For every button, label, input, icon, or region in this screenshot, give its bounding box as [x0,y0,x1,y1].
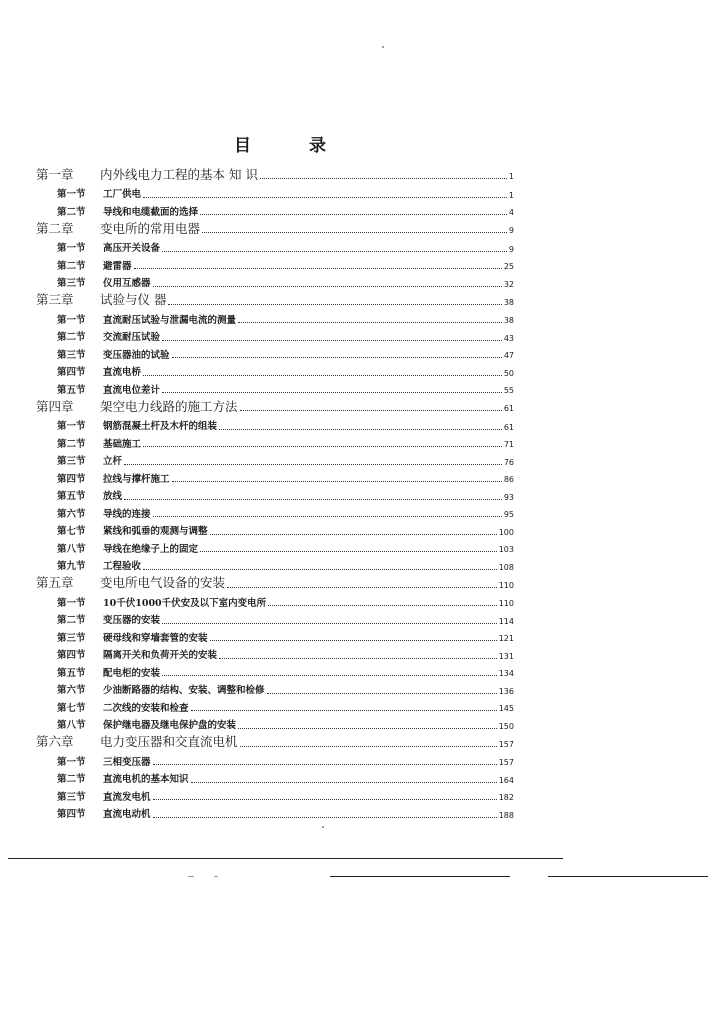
section-number: 第四节 [57,809,86,820]
scan-speck [188,876,194,877]
toc-section-row [36,538,514,555]
toc-section-row [36,361,514,378]
chapter-number: 第五章 [36,575,74,590]
section-title: 10千伏1000千伏安及以下室内变电所 [103,597,267,609]
section-page-number: 32 [503,279,514,289]
section-number: 第三节 [57,632,86,644]
dot-leader [172,480,502,482]
section-page-number: 100 [498,527,514,537]
toc-section-row [36,272,514,289]
dot-leader [143,568,497,570]
section-title: 二次线的安装和检查 [103,702,189,714]
section-number: 第一节 [57,314,86,326]
toc-chapter-row [36,573,514,590]
chapter-page-number: 61 [503,404,514,413]
chapter-title: 内外线电力工程的基本 知 识 [100,166,258,182]
toc-section-row [36,433,514,450]
chapter-page-number: 38 [503,297,514,307]
section-page-number: 95 [503,510,514,519]
section-page-number: 182 [498,793,514,802]
section-page-number: 145 [498,704,514,713]
toc-section-row [36,697,514,714]
section-page-number: 55 [503,386,514,395]
dot-leader [162,250,507,252]
dot-leader [210,639,497,641]
toc-section-row [36,344,514,361]
section-title: 基础施工 [103,438,142,450]
dot-leader [238,321,502,323]
section-title: 直流电位差计 [103,384,161,396]
section-number: 第一节 [57,756,86,768]
scan-line-right [548,876,708,877]
section-number: 第三节 [57,456,86,467]
toc-section-row [36,183,514,200]
section-page-number: 131 [498,651,514,661]
dot-leader [172,356,502,358]
section-title: 少油断路器的结构、安装、调整和检修 [103,685,265,696]
dot-leader [162,674,497,676]
dot-leader [219,428,502,430]
chapter-title: 电力变压器和交直流电机 [100,734,238,749]
section-page-number: 103 [498,545,514,554]
section-title: 紧线和弧垂的观测与调整 [103,526,208,537]
dot-leader [191,709,497,711]
dot-leader [153,285,502,287]
section-page-number: 121 [498,634,514,643]
section-title: 直流电桥 [103,367,142,378]
dot-leader [227,586,497,588]
toc-section-row [36,450,514,467]
chapter-number: 第六章 [36,734,74,749]
section-number: 第五节 [57,384,86,396]
section-page-number: 157 [498,758,514,767]
toc-section-row [36,662,514,679]
section-title: 导线和电缆截面的选择 [103,206,199,218]
section-number: 第二节 [57,206,86,218]
dot-leader [153,763,497,765]
section-number: 第三节 [57,278,86,289]
dot-leader [200,550,497,552]
toc-chapter-row [36,164,514,181]
dot-leader [162,391,502,393]
chapter-title: 变电所的常用电器 [100,220,201,236]
section-title: 直流耐压试验与泄漏电流的测量 [103,314,237,326]
section-title: 交流耐压试验 [103,332,161,343]
section-number: 第二节 [57,774,86,785]
toc-section-row [36,592,514,609]
toc-section-row [36,503,514,520]
scan-speck [382,46,384,48]
section-page-number: 188 [498,810,514,820]
section-title: 变压器的安装 [103,615,161,626]
section-title: 硬母线和穿墙套管的安装 [103,632,208,644]
section-title: 直流电动机 [103,809,151,820]
section-page-number: 47 [503,351,514,360]
section-page-number: 1 [508,190,514,200]
toc-section-row [36,714,514,731]
section-number: 第一节 [57,597,86,609]
toc-section-row [36,555,514,572]
toc-section-row [36,485,514,502]
toc-section-row [36,379,514,396]
dot-leader [162,622,497,624]
chapter-title: 架空电力线路的施工方法 [100,398,238,414]
dot-leader [168,303,501,305]
toc-section-row [36,415,514,432]
section-title: 放线 [103,491,123,502]
section-title: 三相变压器 [103,756,151,768]
section-title: 导线的连接 [103,508,151,520]
chapter-page-number: 157 [498,739,514,749]
section-number: 第二节 [57,332,86,343]
section-number: 第四节 [57,367,86,378]
dot-leader [260,177,507,179]
section-number: 第三节 [57,349,86,361]
section-page-number: 93 [503,492,514,502]
dot-leader [143,374,502,376]
toc-section-row [36,326,514,343]
toc-section-row [36,679,514,696]
section-title: 钢筋混凝土杆及木杆的组装 [103,421,218,432]
section-number: 第九节 [57,561,86,572]
section-number: 第八节 [57,543,86,555]
section-title: 变压器油的试验 [103,349,170,361]
scan-line-middle [330,876,510,877]
section-title: 隔离开关和负荷开关的安装 [103,650,218,661]
section-page-number: 150 [498,721,514,731]
section-page-number: 164 [498,775,514,785]
section-page-number: 76 [503,457,514,467]
chapter-number: 第四章 [36,398,74,414]
section-number: 第三节 [57,791,86,803]
toc-section-row [36,468,514,485]
section-page-number: 9 [508,244,514,254]
section-title: 立杆 [103,456,123,467]
section-title: 仪用互感器 [103,278,151,289]
dot-leader [124,498,502,500]
toc-chapter-row [36,218,514,235]
section-page-number: 136 [498,686,514,696]
dot-leader [210,533,497,535]
dot-leader [219,657,497,659]
section-page-number: 86 [503,475,514,484]
chapter-page-number: 9 [508,226,514,235]
dot-leader [153,816,497,818]
section-number: 第四节 [57,473,86,485]
section-page-number: 38 [503,316,514,325]
chapter-title: 变电所电气设备的安装 [100,575,226,590]
chapter-number: 第二章 [36,220,74,236]
scan-line-left [8,858,563,859]
section-page-number: 25 [503,262,514,271]
section-number: 第二节 [57,260,86,272]
section-page-number: 71 [503,440,514,449]
section-number: 第二节 [57,438,86,450]
toc-chapter-row [36,290,514,307]
chapter-number: 第一章 [36,166,74,182]
dot-leader [268,604,497,606]
toc-section-row [36,255,514,272]
toc-section-row [36,609,514,626]
section-title: 工程验收 [103,561,142,572]
section-title: 保护继电器及继电保护盘的安装 [103,720,237,731]
section-page-number: 4 [508,208,514,217]
section-title: 导线在绝缘子上的固定 [103,543,199,555]
page-title: 目 录 [234,136,352,156]
dot-leader [240,745,497,747]
section-title: 避雷器 [103,260,132,272]
toc-chapter-row [36,396,514,413]
section-number: 第六节 [57,508,86,520]
dot-leader [143,445,502,447]
toc-section-row [36,751,514,768]
section-page-number: 114 [498,616,514,626]
section-number: 第五节 [57,667,86,679]
scan-speck [322,826,324,828]
toc-section-row [36,520,514,537]
dot-leader [200,213,507,215]
dot-leader [143,196,507,198]
section-page-number: 110 [498,599,514,608]
section-number: 第二节 [57,615,86,626]
dot-leader [240,409,502,411]
toc-section-row [36,237,514,254]
section-title: 直流发电机 [103,791,151,803]
dot-leader [267,692,497,694]
section-title: 直流电机的基本知识 [103,774,189,785]
section-number: 第五节 [57,491,86,502]
chapter-page-number: 1 [508,172,514,181]
table-of-contents [36,164,514,821]
section-title: 拉线与撑杆施工 [103,473,170,485]
dot-leader [153,515,502,517]
section-page-number: 43 [503,333,514,343]
dot-leader [134,267,502,269]
section-number: 第一节 [57,243,86,254]
section-number: 第七节 [57,702,86,714]
section-title: 高压开关设备 [103,243,161,254]
dot-leader [153,798,497,800]
section-page-number: 50 [503,368,514,378]
section-page-number: 134 [498,669,514,678]
toc-chapter-row [36,732,514,749]
section-number: 第四节 [57,650,86,661]
section-number: 第八节 [57,720,86,731]
toc-section-row [36,803,514,820]
toc-section-row [36,309,514,326]
dot-leader [124,463,502,465]
toc-section-row [36,786,514,803]
dot-leader [162,339,502,341]
section-number: 第一节 [57,421,86,432]
chapter-number: 第三章 [36,292,74,307]
section-title: 配电柜的安装 [103,667,161,679]
scan-speck [214,876,218,877]
section-page-number: 61 [503,422,514,432]
section-page-number: 108 [498,562,514,572]
toc-section-row [36,627,514,644]
section-title: 工厂供电 [103,189,142,200]
dot-leader [191,781,497,783]
chapter-title: 试验与仪 器 [100,292,167,307]
toc-section-row [36,201,514,218]
dot-leader [238,727,497,729]
section-number: 第一节 [57,189,86,200]
chapter-page-number: 110 [498,580,514,590]
section-number: 第六节 [57,685,86,696]
section-number: 第七节 [57,526,86,537]
dot-leader [202,231,507,233]
toc-section-row [36,644,514,661]
toc-section-row [36,768,514,785]
